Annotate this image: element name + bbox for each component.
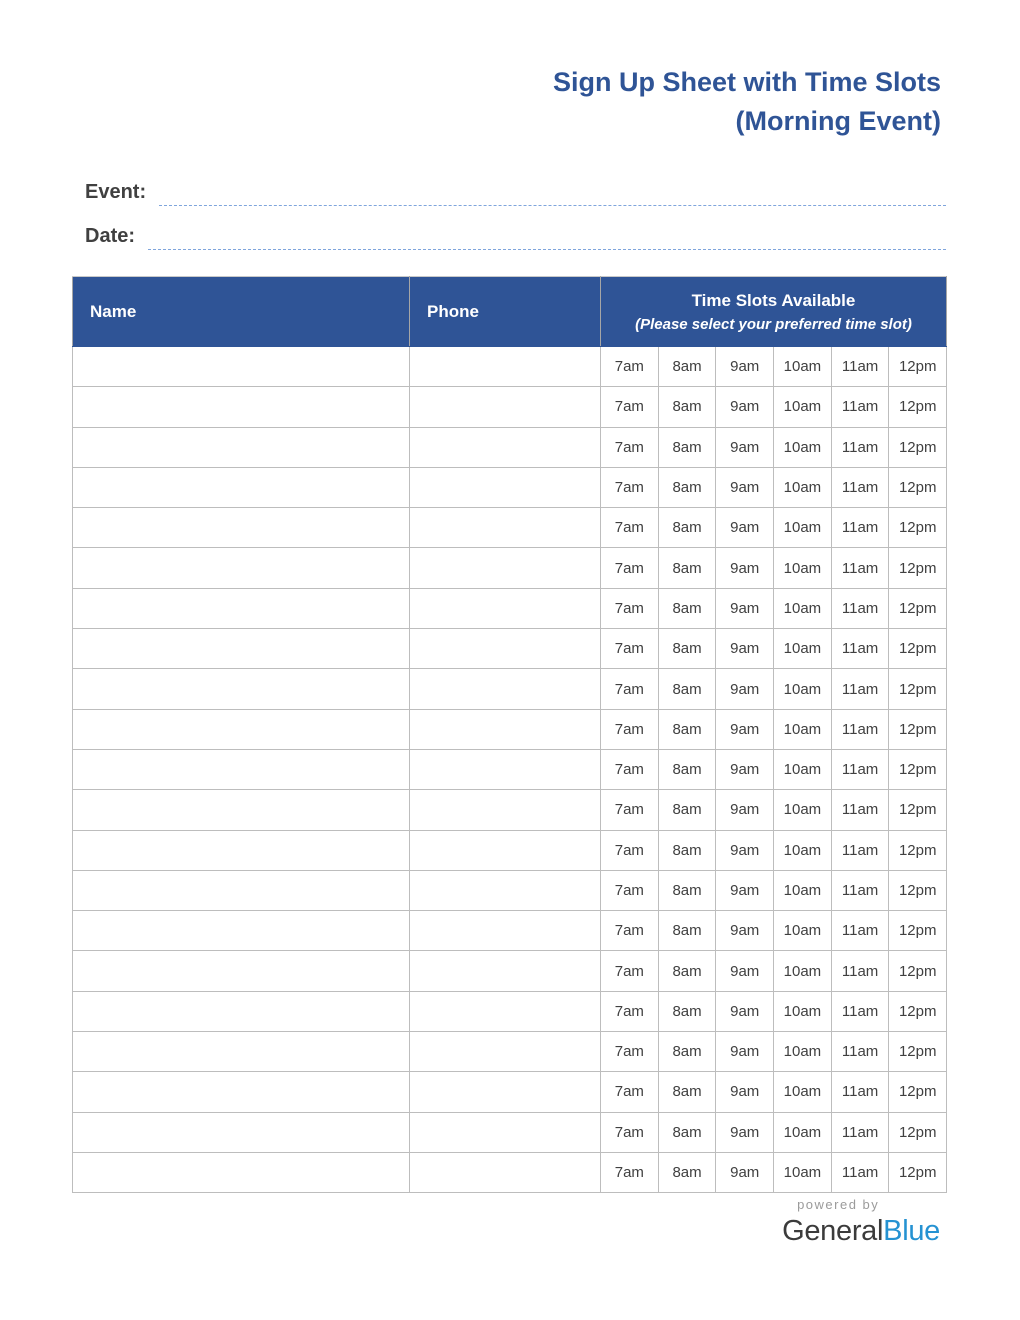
time-slot-cell[interactable]: 12pm: [889, 1112, 947, 1152]
phone-cell[interactable]: [410, 629, 601, 669]
table-row: [73, 347, 947, 387]
name-cell[interactable]: [73, 1032, 410, 1072]
time-slot-cell[interactable]: 11am: [831, 508, 889, 548]
phone-cell[interactable]: [410, 347, 601, 387]
time-slot-cell[interactable]: 8am: [658, 951, 716, 991]
name-cell[interactable]: [73, 427, 410, 467]
phone-cell[interactable]: [410, 548, 601, 588]
time-slot-cell[interactable]: 9am: [716, 548, 774, 588]
brand-general: General: [782, 1215, 884, 1247]
time-slot-cell[interactable]: 11am: [831, 709, 889, 749]
phone-cell[interactable]: [410, 427, 601, 467]
name-cell[interactable]: [73, 1072, 410, 1112]
time-slot-cell[interactable]: 9am: [716, 508, 774, 548]
date-label: Date:: [85, 225, 136, 247]
time-slot-cell[interactable]: 9am: [716, 749, 774, 789]
time-slot-cell[interactable]: 8am: [658, 790, 716, 830]
phone-cell[interactable]: [410, 790, 601, 830]
time-slot-cell[interactable]: 9am: [716, 830, 774, 870]
time-slot-cell[interactable]: 7am: [601, 1152, 659, 1192]
table-body: [73, 347, 947, 1193]
table-row: [73, 588, 947, 628]
table-row: [73, 1032, 947, 1072]
table-row: [73, 911, 947, 951]
event-field-row: [85, 170, 946, 206]
name-cell[interactable]: [73, 467, 410, 507]
time-slot-cell[interactable]: 7am: [601, 387, 659, 427]
time-slot-cell[interactable]: 8am: [658, 830, 716, 870]
time-slot-cell[interactable]: 8am: [658, 1032, 716, 1072]
time-slot-cell[interactable]: 9am: [716, 629, 774, 669]
time-slot-cell[interactable]: 9am: [716, 387, 774, 427]
phone-cell[interactable]: [410, 508, 601, 548]
time-slot-cell[interactable]: 12pm: [889, 669, 947, 709]
phone-cell[interactable]: [410, 1152, 601, 1192]
time-slot-cell[interactable]: 8am: [658, 1072, 716, 1112]
time-slot-cell[interactable]: 9am: [716, 790, 774, 830]
time-slot-cell[interactable]: 7am: [601, 508, 659, 548]
time-slot-cell[interactable]: 12pm: [889, 588, 947, 628]
time-slot-cell[interactable]: 12pm: [889, 1072, 947, 1112]
date-field-row: [85, 214, 946, 250]
name-cell[interactable]: [73, 991, 410, 1031]
table-row: [73, 508, 947, 548]
time-slot-cell[interactable]: 7am: [601, 669, 659, 709]
name-cell[interactable]: [73, 911, 410, 951]
time-slot-cell[interactable]: 8am: [658, 548, 716, 588]
time-slot-cell[interactable]: 10am: [774, 911, 832, 951]
time-slot-cell[interactable]: 7am: [601, 991, 659, 1031]
time-slot-cell[interactable]: 9am: [716, 588, 774, 628]
time-slot-cell[interactable]: 10am: [774, 548, 832, 588]
time-slot-cell[interactable]: 11am: [831, 629, 889, 669]
time-slot-cell[interactable]: 11am: [831, 1112, 889, 1152]
table-row: [73, 467, 947, 507]
time-slot-cell[interactable]: 7am: [601, 548, 659, 588]
time-slot-cell[interactable]: 10am: [774, 951, 832, 991]
time-slot-cell[interactable]: 10am: [774, 427, 832, 467]
header-name: Name: [73, 277, 410, 347]
time-slot-cell[interactable]: 10am: [774, 588, 832, 628]
time-slot-cell[interactable]: 10am: [774, 790, 832, 830]
phone-cell[interactable]: [410, 1112, 601, 1152]
footer-logo: [782, 1197, 940, 1248]
header-phone: Phone: [410, 277, 601, 347]
time-slot-cell[interactable]: 7am: [601, 951, 659, 991]
phone-cell[interactable]: [410, 1032, 601, 1072]
phone-cell[interactable]: [410, 830, 601, 870]
time-slot-cell[interactable]: 11am: [831, 548, 889, 588]
time-slot-cell[interactable]: 11am: [831, 588, 889, 628]
name-cell[interactable]: [73, 387, 410, 427]
time-slot-cell[interactable]: 7am: [601, 467, 659, 507]
table-row: [73, 427, 947, 467]
time-slot-cell[interactable]: 10am: [774, 1112, 832, 1152]
time-slot-cell[interactable]: 8am: [658, 629, 716, 669]
time-slot-cell[interactable]: 8am: [658, 749, 716, 789]
table-row: [73, 548, 947, 588]
time-slot-cell[interactable]: 8am: [658, 427, 716, 467]
page-title-line2: (Morning Event): [735, 106, 941, 136]
time-slot-cell[interactable]: 12pm: [889, 790, 947, 830]
time-slot-cell[interactable]: 12pm: [889, 709, 947, 749]
phone-cell[interactable]: [410, 991, 601, 1031]
time-slot-cell[interactable]: 8am: [658, 1112, 716, 1152]
time-slot-cell[interactable]: 12pm: [889, 347, 947, 387]
phone-cell[interactable]: [410, 749, 601, 789]
phone-cell[interactable]: [410, 709, 601, 749]
time-slot-cell[interactable]: 8am: [658, 709, 716, 749]
time-slot-cell[interactable]: 7am: [601, 749, 659, 789]
time-slot-cell[interactable]: 8am: [658, 669, 716, 709]
general-blue-logo: [782, 1215, 940, 1248]
table-row: [73, 387, 947, 427]
table-row: [73, 1152, 947, 1192]
time-slot-cell[interactable]: 9am: [716, 709, 774, 749]
name-cell[interactable]: [73, 749, 410, 789]
time-slot-cell[interactable]: 7am: [601, 790, 659, 830]
time-slot-cell[interactable]: 7am: [601, 588, 659, 628]
phone-cell[interactable]: [410, 911, 601, 951]
table-row: [73, 790, 947, 830]
phone-cell[interactable]: [410, 1072, 601, 1112]
time-slot-cell[interactable]: 7am: [601, 1072, 659, 1112]
time-slot-cell[interactable]: 8am: [658, 911, 716, 951]
time-slot-cell[interactable]: 9am: [716, 1072, 774, 1112]
time-slot-cell[interactable]: 7am: [601, 629, 659, 669]
table-row: [73, 1072, 947, 1112]
phone-cell[interactable]: [410, 669, 601, 709]
table-row: [73, 749, 947, 789]
time-slot-cell[interactable]: 9am: [716, 870, 774, 910]
time-slot-cell[interactable]: 7am: [601, 427, 659, 467]
phone-cell[interactable]: [410, 951, 601, 991]
time-slot-cell[interactable]: 11am: [831, 467, 889, 507]
time-slot-cell[interactable]: 12pm: [889, 749, 947, 789]
table-row: [73, 629, 947, 669]
time-slot-cell[interactable]: 12pm: [889, 467, 947, 507]
time-slot-cell[interactable]: 11am: [831, 830, 889, 870]
table-row: [73, 830, 947, 870]
time-slot-cell[interactable]: 12pm: [889, 508, 947, 548]
name-cell[interactable]: [73, 548, 410, 588]
time-slot-cell[interactable]: 9am: [716, 991, 774, 1031]
time-slot-cell[interactable]: 10am: [774, 669, 832, 709]
time-slot-cell[interactable]: 7am: [601, 830, 659, 870]
time-slot-cell[interactable]: 8am: [658, 588, 716, 628]
phone-cell[interactable]: [410, 870, 601, 910]
time-slot-cell[interactable]: 7am: [601, 709, 659, 749]
event-label: Event:: [85, 181, 147, 203]
time-slot-cell[interactable]: 12pm: [889, 548, 947, 588]
name-cell[interactable]: [73, 669, 410, 709]
time-slot-cell[interactable]: 8am: [658, 870, 716, 910]
time-slot-cell[interactable]: 9am: [716, 1152, 774, 1192]
time-slot-cell[interactable]: 9am: [716, 911, 774, 951]
time-slot-cell[interactable]: 11am: [831, 1152, 889, 1192]
time-slot-cell[interactable]: 10am: [774, 467, 832, 507]
time-slot-cell[interactable]: 7am: [601, 1032, 659, 1072]
name-cell[interactable]: [73, 709, 410, 749]
time-slot-cell[interactable]: 11am: [831, 991, 889, 1031]
time-slot-cell[interactable]: 12pm: [889, 870, 947, 910]
time-slot-cell[interactable]: 12pm: [889, 1032, 947, 1072]
time-slot-cell[interactable]: 10am: [774, 709, 832, 749]
table-row: [73, 709, 947, 749]
time-slot-cell[interactable]: 11am: [831, 1072, 889, 1112]
time-slot-cell[interactable]: 8am: [658, 347, 716, 387]
table-row: [73, 669, 947, 709]
time-slot-cell[interactable]: 12pm: [889, 629, 947, 669]
time-slot-cell[interactable]: 11am: [831, 790, 889, 830]
phone-cell[interactable]: [410, 387, 601, 427]
time-slot-cell[interactable]: 9am: [716, 1032, 774, 1072]
time-slot-cell[interactable]: 8am: [658, 508, 716, 548]
name-cell[interactable]: [73, 588, 410, 628]
time-slot-cell[interactable]: 11am: [831, 951, 889, 991]
time-slot-cell[interactable]: 11am: [831, 749, 889, 789]
time-slots-subtitle: (Please select your preferred time slot): [635, 315, 912, 333]
name-cell[interactable]: [73, 347, 410, 387]
time-slot-cell[interactable]: 12pm: [889, 991, 947, 1031]
time-slot-cell[interactable]: 11am: [831, 387, 889, 427]
time-slot-cell[interactable]: 11am: [831, 427, 889, 467]
time-slot-cell[interactable]: 11am: [831, 669, 889, 709]
name-cell[interactable]: [73, 629, 410, 669]
page-title: [0, 0, 1020, 141]
page-title-line1: Sign Up Sheet with Time Slots: [552, 67, 941, 97]
time-slot-cell[interactable]: 11am: [831, 911, 889, 951]
time-slot-cell[interactable]: 10am: [774, 629, 832, 669]
phone-cell[interactable]: [410, 588, 601, 628]
name-cell[interactable]: [73, 951, 410, 991]
table-row: [73, 870, 947, 910]
time-slot-cell[interactable]: 10am: [774, 1072, 832, 1112]
time-slot-cell[interactable]: 10am: [774, 508, 832, 548]
time-slot-cell[interactable]: 8am: [658, 1152, 716, 1192]
time-slot-cell[interactable]: 10am: [774, 387, 832, 427]
time-slot-cell[interactable]: 7am: [601, 911, 659, 951]
time-slot-cell[interactable]: 12pm: [889, 951, 947, 991]
powered-by-label: powered by: [797, 1197, 880, 1212]
time-slot-cell[interactable]: 8am: [658, 991, 716, 1031]
time-slot-cell[interactable]: 11am: [831, 870, 889, 910]
time-slot-cell[interactable]: 11am: [831, 347, 889, 387]
time-slot-cell[interactable]: 10am: [774, 991, 832, 1031]
time-slot-cell[interactable]: 10am: [774, 870, 832, 910]
time-slot-cell[interactable]: 10am: [774, 347, 832, 387]
signup-table: [72, 276, 947, 1193]
time-slot-cell[interactable]: 8am: [658, 387, 716, 427]
name-cell[interactable]: [73, 508, 410, 548]
time-slot-cell[interactable]: 10am: [774, 1152, 832, 1192]
time-slot-cell[interactable]: 9am: [716, 427, 774, 467]
time-slot-cell[interactable]: 9am: [716, 1112, 774, 1152]
time-slot-cell[interactable]: 8am: [658, 467, 716, 507]
time-slots-title: Time Slots Available: [691, 290, 856, 310]
fields-section: [85, 170, 946, 250]
name-cell[interactable]: [73, 830, 410, 870]
time-slot-cell[interactable]: 12pm: [889, 427, 947, 467]
event-input-line[interactable]: [159, 178, 946, 206]
name-cell[interactable]: [73, 790, 410, 830]
time-slot-cell[interactable]: 9am: [716, 951, 774, 991]
time-slot-cell[interactable]: 7am: [601, 347, 659, 387]
time-slot-cell[interactable]: 11am: [831, 1032, 889, 1072]
time-slot-cell[interactable]: 10am: [774, 1032, 832, 1072]
time-slot-cell[interactable]: 7am: [601, 1112, 659, 1152]
header-time-slots: [601, 277, 947, 347]
table-row: [73, 991, 947, 1031]
time-slot-cell[interactable]: 12pm: [889, 1152, 947, 1192]
date-input-line[interactable]: [148, 222, 946, 250]
time-slot-cell[interactable]: 12pm: [889, 830, 947, 870]
time-slot-cell[interactable]: 12pm: [889, 387, 947, 427]
brand-blue: Blue: [883, 1215, 940, 1247]
time-slot-cell[interactable]: 9am: [716, 669, 774, 709]
time-slot-cell[interactable]: 9am: [716, 467, 774, 507]
table-row: [73, 1112, 947, 1152]
name-cell[interactable]: [73, 870, 410, 910]
name-cell[interactable]: [73, 1112, 410, 1152]
time-slot-cell[interactable]: 7am: [601, 870, 659, 910]
name-cell[interactable]: [73, 1152, 410, 1192]
table-header-row: [73, 277, 947, 347]
table-header: [73, 277, 947, 347]
time-slot-cell[interactable]: 9am: [716, 347, 774, 387]
time-slot-cell[interactable]: 10am: [774, 830, 832, 870]
time-slot-cell[interactable]: 12pm: [889, 911, 947, 951]
table-row: [73, 951, 947, 991]
phone-cell[interactable]: [410, 467, 601, 507]
time-slot-cell[interactable]: 10am: [774, 749, 832, 789]
